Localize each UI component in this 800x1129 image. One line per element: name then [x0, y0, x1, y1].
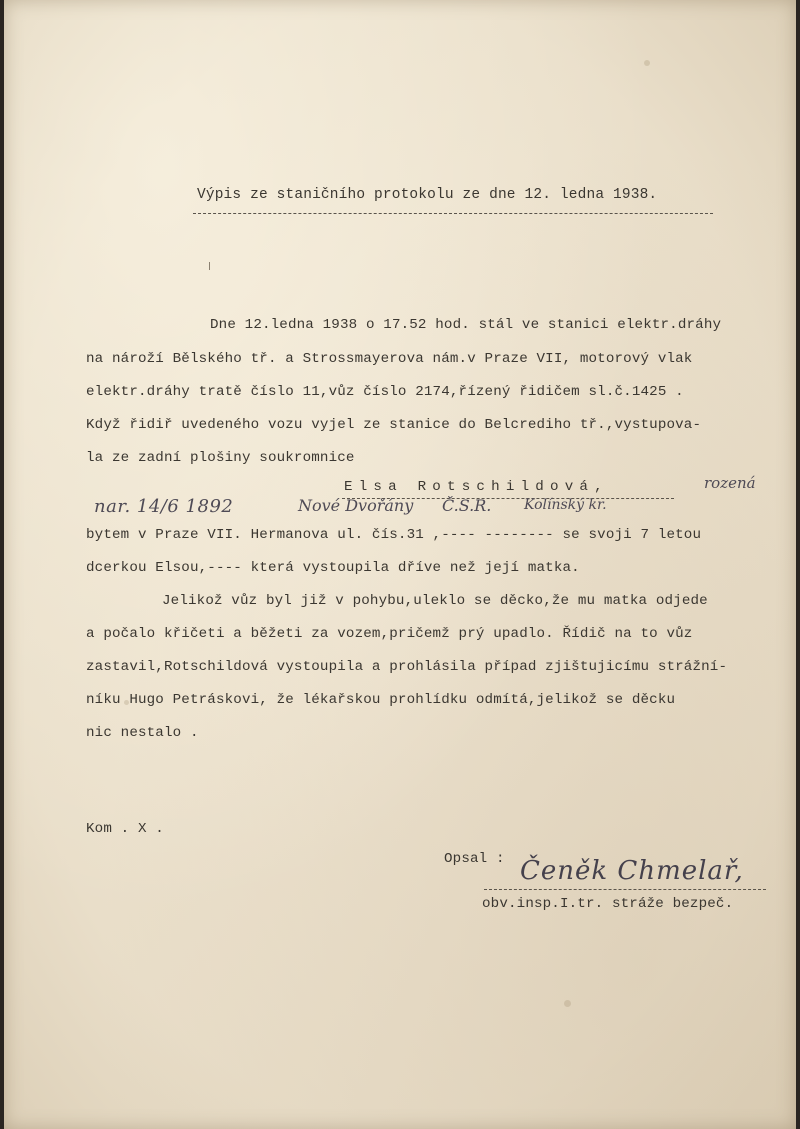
handwritten-birth-date: nar. 14/6 1892: [94, 496, 234, 517]
signature-line: [484, 889, 766, 890]
body-line-3: elektr.dráhy tratě číslo 11,vůz číslo 2174,řízený řidičem sl.č.1425 .: [86, 384, 684, 400]
person-name: Elsa Rotschildová,: [344, 479, 609, 495]
body-line-10: zastavil,Rotschildová vystoupila a prohlásila případ zjištujicímu strážní-: [86, 659, 728, 675]
paper-stain: [644, 60, 650, 66]
body-line-5: la ze zadní plošiny soukromnice: [86, 450, 355, 466]
paper-stain: [564, 1000, 571, 1007]
handwritten-birthplace: Nové Dvořány: [298, 496, 414, 515]
body-line-11: níku Hugo Petráskovi, že lékařskou prohlídku odmítá,jelikož se děcku: [86, 692, 676, 708]
document-page: [4, 0, 796, 1129]
handwritten-signature: Čeněk Chmelař,: [520, 856, 744, 886]
body-line-2: na nároží Bělského tř. a Strossmayerova nám.v Praze VII, motorový vlak: [86, 351, 693, 367]
body-line-7: dcerkou Elsou,---- která vystoupila dříve než její matka.: [86, 560, 580, 576]
handwritten-rozena: rozená: [704, 474, 756, 492]
officer-rank: obv.insp.I.tr. stráže bezpeč.: [482, 896, 734, 912]
title-underline: [193, 213, 713, 214]
body-line-12: nic nestalo .: [86, 725, 199, 741]
commissariat-mark: Kom . X .: [86, 821, 164, 837]
body-line-1: Dne 12.ledna 1938 o 17.52 hod. stál ve stanici elektr.dráhy: [210, 317, 722, 333]
handwritten-region: Kolínský kr.: [524, 497, 607, 513]
pencil-mark: [209, 262, 210, 270]
body-line-4: Když řidiř uvedeného vozu vyjel ze stanice do Belcrediho tř.,vystupova-: [86, 417, 702, 433]
body-line-9: a počalo křičeti a běžeti za vozem,pričemž prý upadlo. Řídič na to vůz: [86, 626, 693, 642]
body-line-8: Jelikož vůz byl již v pohybu,uleklo se děcko,že mu matka odjede: [162, 593, 708, 609]
handwritten-country: Č.S.R.: [442, 496, 492, 515]
opsal-label: Opsal :: [444, 851, 505, 867]
document-title: Výpis ze staničního protokolu ze dne 12. ledna 1938.: [197, 187, 658, 203]
body-line-6: bytem v Praze VII. Hermanova ul. čís.31 ,---- -------- se svoji 7 letou: [86, 527, 702, 543]
